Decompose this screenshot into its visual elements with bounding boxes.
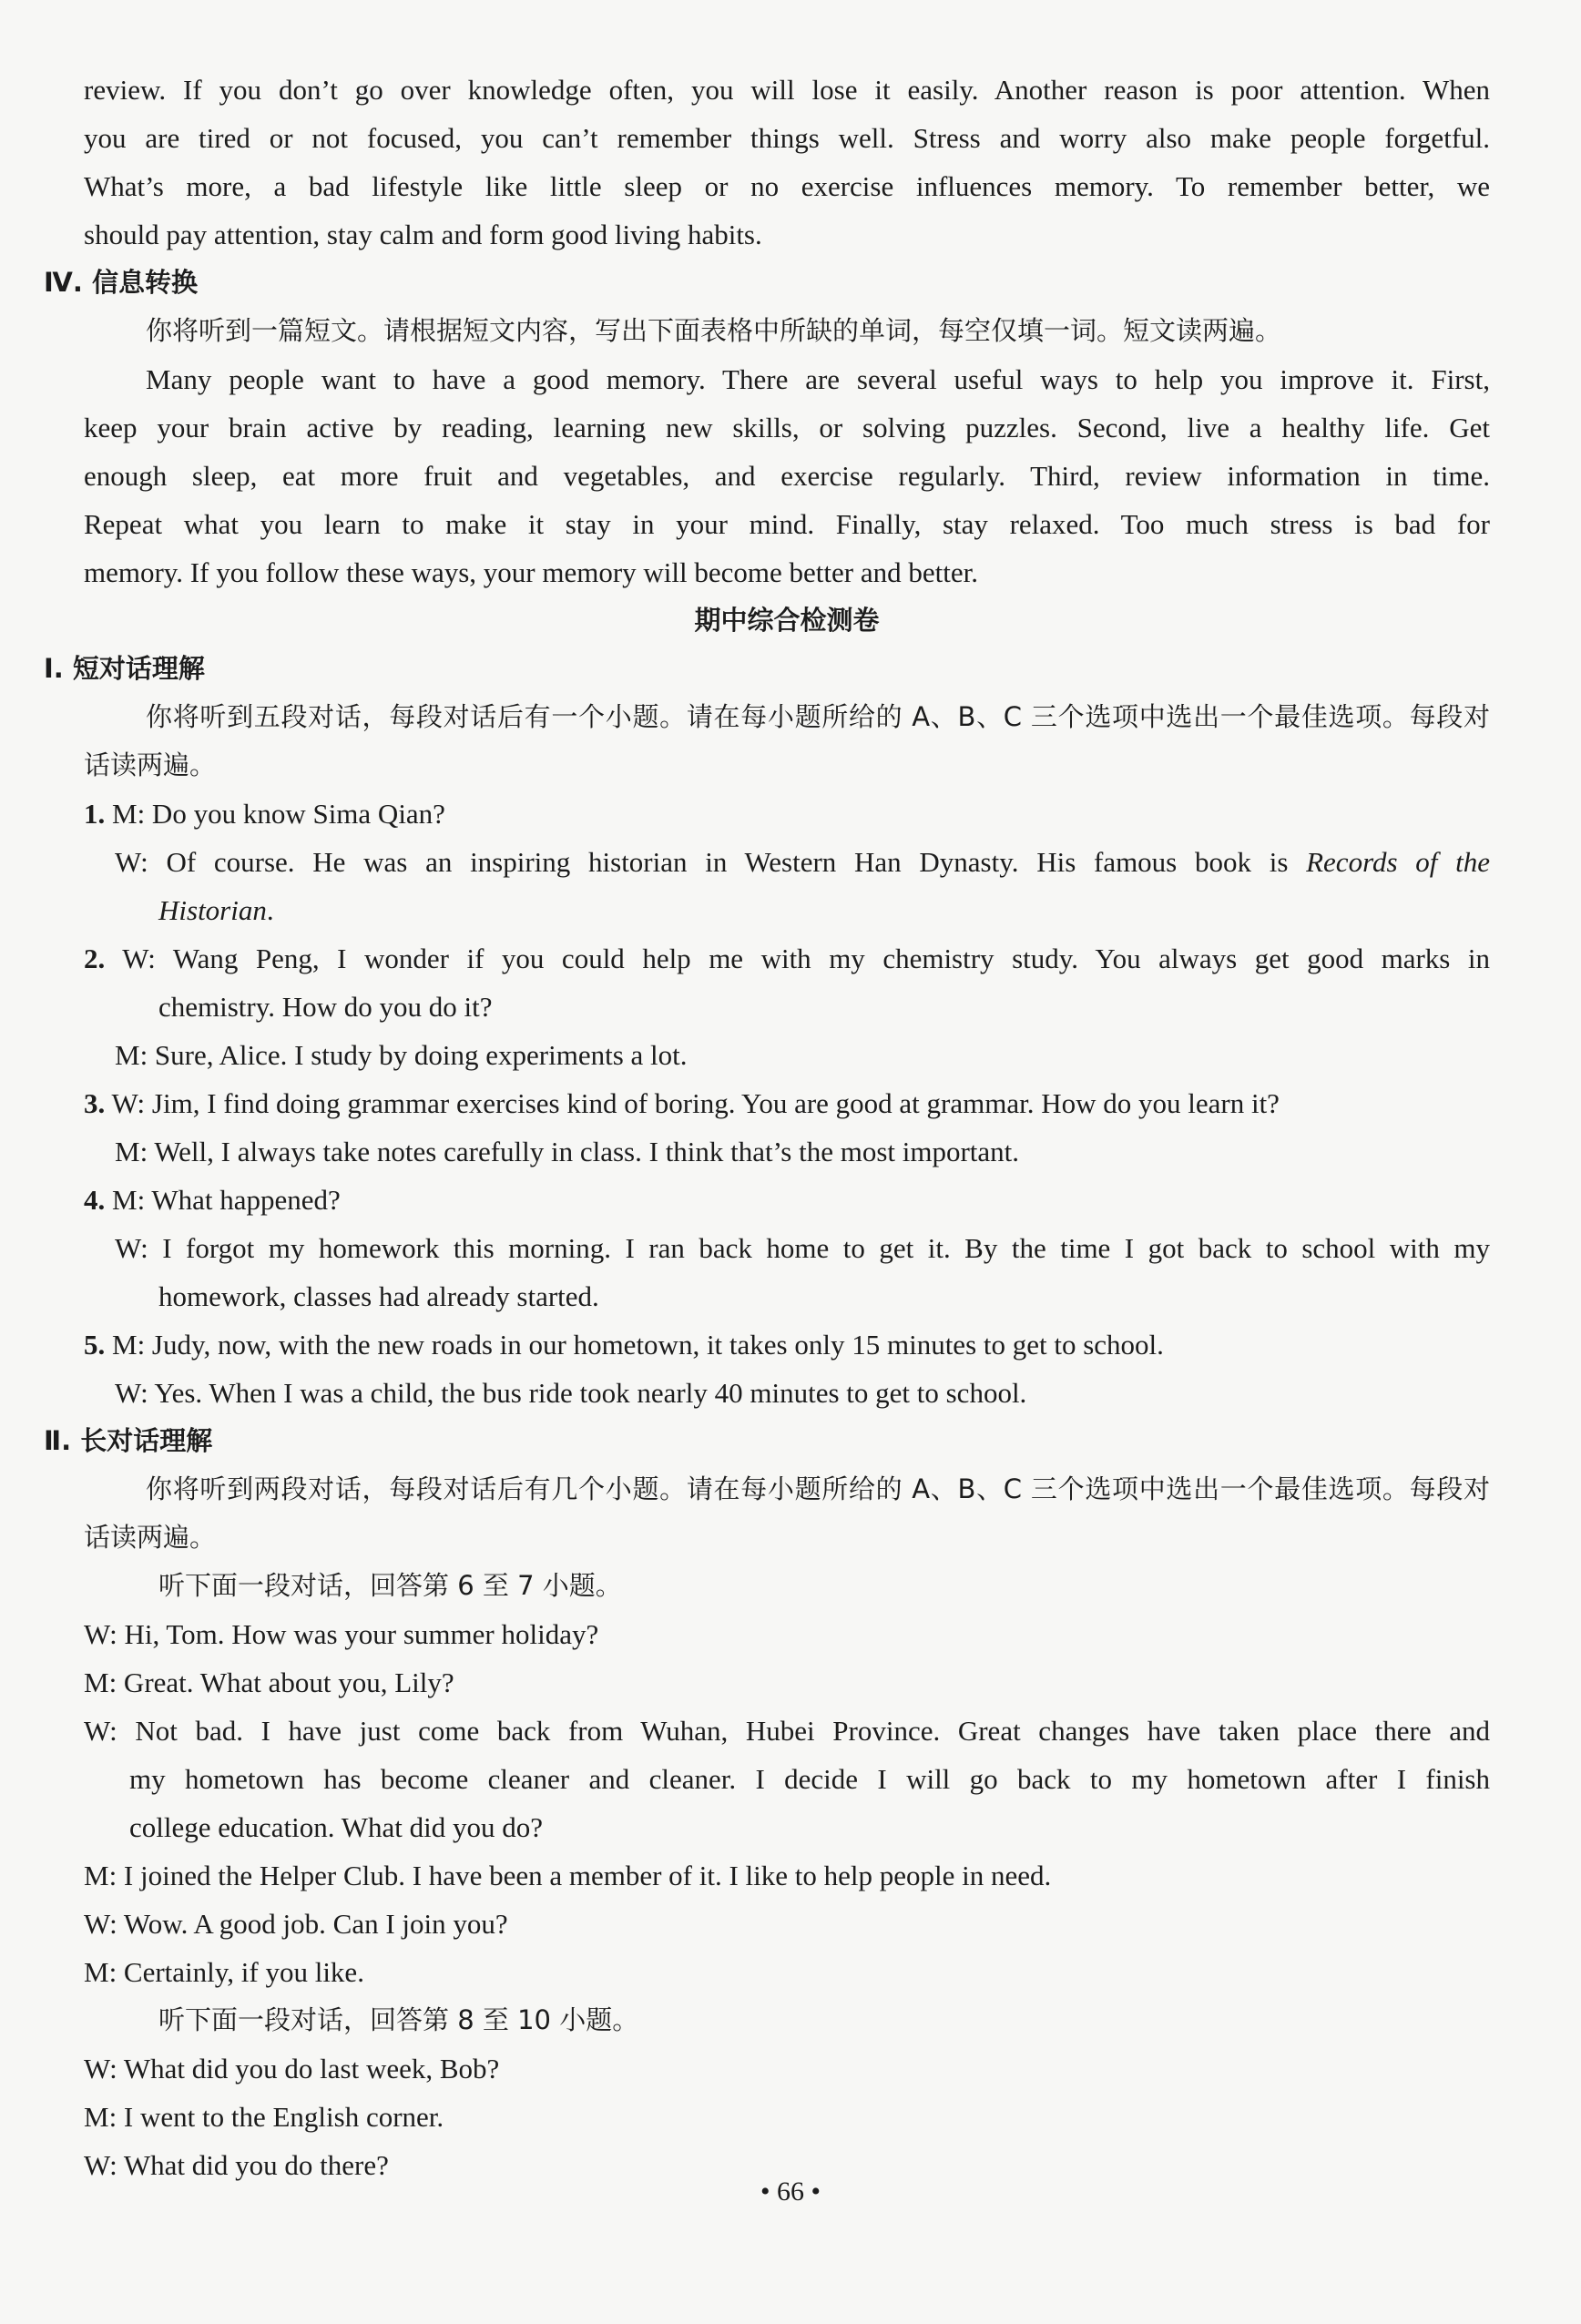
- section-ii-instruction-cont: 话读两遍。: [84, 1522, 217, 1553]
- section-i-heading: Ⅰ. 短对话理解: [44, 653, 205, 684]
- question-1-answer-cont: [84, 886, 1490, 934]
- dialog-line: W: Of course. He was an inspiring historian in Western Han Dynasty. His famous book is: [115, 846, 1307, 878]
- passage-line: Many people want to have a good memory. There are several useful ways to help you improve it. First,: [146, 363, 1490, 395]
- question-2-answer: M: Sure, Alice. I study by doing experiments a lot.: [115, 1039, 688, 1071]
- section-iv: [44, 259, 1490, 596]
- question-5-answer: W: Yes. When I was a child, the bus ride took nearly 40 minutes to get to school.: [115, 1377, 1027, 1409]
- question-3-line: [84, 1079, 1490, 1127]
- passage-line: memory. If you follow these ways, your memory will become better and better.: [84, 556, 978, 588]
- text-line: review. If you don’t go over knowledge often, you will lose it easily. Another reason is poor attention. When: [84, 74, 1490, 106]
- dialog-line: W: What did you do last week, Bob?: [84, 2053, 500, 2084]
- dialog-line: W: Wang Peng, I wonder if you could help me with my chemistry study. You always get good marks in: [122, 943, 1490, 974]
- dialog-line: college education. What did you do?: [129, 1811, 543, 1843]
- dialog-line: W: Jim, I find doing grammar exercises kind of boring. You are good at grammar. How do you learn it?: [111, 1087, 1280, 1119]
- question-number: 1.: [84, 798, 106, 830]
- dialog-line: W: What did you do there?: [84, 2149, 389, 2181]
- question-2-line-cont: chemistry. How do you do it?: [158, 991, 493, 1023]
- dialog-line: M: Judy, now, with the new roads in our hometown, it takes only 15 minutes to get to school.: [112, 1329, 1164, 1361]
- passage-line: keep your brain active by reading, learning new skills, or solving puzzles. Second, live a healthy life. Get: [84, 412, 1490, 443]
- question-number: 2.: [84, 943, 106, 974]
- text-line: What’s more, a bad lifestyle like little sleep or no exercise influences memory. To remember better, we: [84, 170, 1490, 202]
- punctuation: .: [266, 894, 274, 926]
- question-1-line: [84, 790, 1490, 838]
- dialog-2-intro: 听下面一段对话，回答第 8 至 10 小题。: [158, 2004, 639, 2035]
- question-4-answer: W: I forgot my homework this morning. I ran back home to get it. By the time I got back to school with my: [115, 1232, 1490, 1264]
- section-ii: [44, 1417, 1490, 2189]
- book-title: Records of the: [1306, 846, 1490, 878]
- question-1-answer: [84, 838, 1490, 886]
- question-number: 3.: [84, 1087, 106, 1119]
- section-i-instruction: 你将听到五段对话，每段对话后有一个小题。请在每小题所给的 A、B、C 三个选项中选出一个最佳选项。每段对: [146, 701, 1490, 732]
- dialog-line: M: I went to the English corner.: [84, 2101, 444, 2133]
- dialog-line: M: Do you know Sima Qian?: [112, 798, 445, 830]
- question-number: 4.: [84, 1184, 106, 1216]
- question-3-answer: M: Well, I always take notes carefully in class. I think that’s the most important.: [115, 1136, 1020, 1167]
- dialog-line: M: What happened?: [112, 1184, 341, 1216]
- passage-line: Repeat what you learn to make it stay in your mind. Finally, stay relaxed. Too much stress is bad for: [84, 508, 1490, 540]
- dialog-1-intro: 听下面一段对话，回答第 6 至 7 小题。: [158, 1570, 622, 1601]
- text-line: you are tired or not focused, you can’t remember things well. Stress and worry also make people forgetful.: [84, 122, 1490, 154]
- book-title-cont: Historian: [158, 894, 267, 926]
- question-4-answer-cont: homework, classes had already started.: [158, 1280, 599, 1312]
- text-line: should pay attention, stay calm and form good living habits.: [84, 219, 762, 250]
- top-paragraph: [84, 66, 1490, 259]
- question-5-line: [84, 1320, 1490, 1369]
- dialog-line: W: Wow. A good job. Can I join you?: [84, 1908, 508, 1940]
- question-4-line: [84, 1176, 1490, 1224]
- exam-title: 期中综合检测卷: [694, 605, 880, 636]
- dialog-line: W: Not bad. I have just come back from Wuhan, Hubei Province. Great changes have taken place there and: [84, 1715, 1490, 1747]
- section-ii-heading: Ⅱ. 长对话理解: [44, 1425, 213, 1456]
- dialog-line: M: I joined the Helper Club. I have been a member of it. I like to help people in need.: [84, 1860, 1052, 1891]
- page-number: • 66 •: [760, 2176, 821, 2207]
- section-i: [44, 645, 1490, 1417]
- passage-line: enough sleep, eat more fruit and vegetables, and exercise regularly. Third, review information in time.: [84, 460, 1490, 492]
- section-i-instruction-cont: 话读两遍。: [84, 749, 217, 780]
- section-iv-instruction: 你将听到一篇短文。请根据短文内容，写出下面表格中所缺的单词，每空仅填一词。短文读两遍。: [146, 315, 1282, 346]
- dialog-line: M: Great. What about you, Lily?: [84, 1667, 454, 1698]
- question-2-line: [84, 934, 1490, 983]
- section-ii-instruction: 你将听到两段对话，每段对话后有几个小题。请在每小题所给的 A、B、C 三个选项中选出一个最佳选项。每段对: [146, 1473, 1490, 1504]
- section-iv-heading: Ⅳ. 信息转换: [44, 267, 198, 298]
- dialog-line: W: Hi, Tom. How was your summer holiday?: [84, 1618, 599, 1650]
- dialog-line: M: Certainly, if you like.: [84, 1956, 364, 1988]
- dialog-line: my hometown has become cleaner and cleaner. I decide I will go back to my hometown after I finish: [129, 1763, 1490, 1795]
- question-number: 5.: [84, 1329, 106, 1361]
